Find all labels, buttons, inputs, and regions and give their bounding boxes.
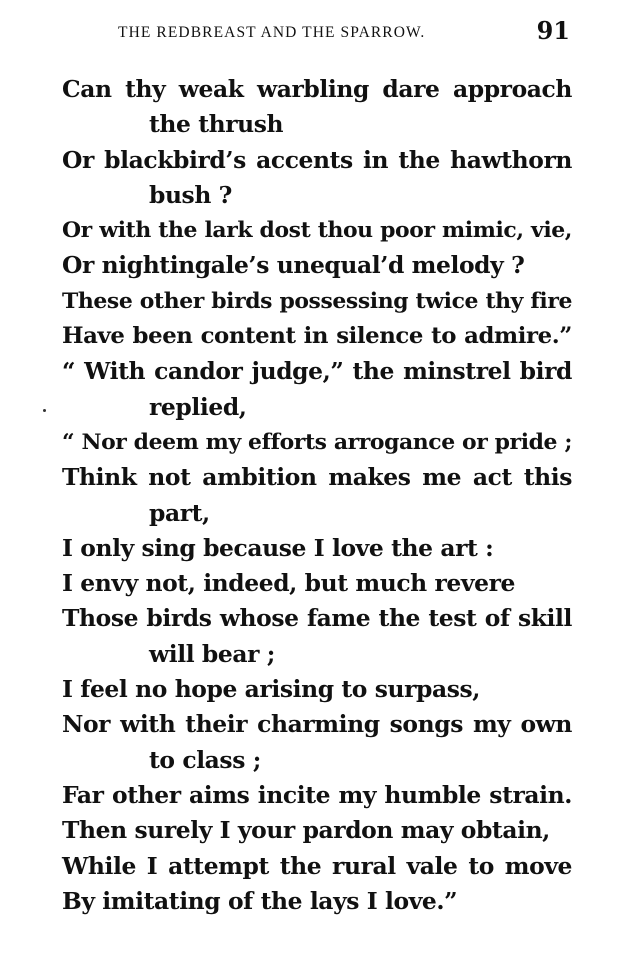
poem-line: These other birds possessing twice thy fire	[62, 287, 572, 314]
running-title: THE REDBREAST AND THE SPARROW.	[118, 24, 426, 41]
running-header	[118, 14, 570, 48]
poem-line: Or blackbird’s accents in the hawthorn	[62, 145, 572, 174]
poem-line: I feel no hope arising to surpass,	[62, 675, 481, 704]
poem-line: I only sing because I love the art :	[62, 533, 494, 562]
poem-line: “ Nor deem my efforts arrogance or pride ;	[62, 428, 572, 455]
poem-line: “ With candor judge,” the minstrel bird	[62, 357, 572, 386]
poem-line-continuation: to class ;	[149, 745, 261, 774]
poem-line-continuation: replied,	[149, 392, 247, 421]
poem-line: Think not ambition makes me act this	[62, 463, 572, 492]
poem-text	[62, 72, 572, 919]
poem-line: Or nightingale’s unequal’d melody ?	[62, 251, 525, 280]
poem-line: I envy not, indeed, but much revere	[62, 569, 515, 598]
poem-line: While I attempt the rural vale to move	[62, 851, 572, 880]
poem-line-continuation: bush ?	[149, 180, 232, 209]
print-speck	[43, 409, 46, 412]
poem-line: Or with the lark dost thou poor mimic, vie,	[62, 217, 572, 244]
poem-line: Those birds whose fame the test of skill	[62, 604, 572, 633]
poem-line: Then surely I your pardon may obtain,	[62, 816, 550, 845]
poem-line: Can thy weak warbling dare approach	[62, 75, 572, 103]
page-number: 91	[536, 16, 570, 45]
poem-line: By imitating of the lays I love.”	[62, 886, 458, 915]
poem-line-continuation: part,	[149, 498, 210, 527]
poem-line: Nor with their charming songs my own	[62, 710, 572, 739]
poem-line: Far other aims incite my humble strain.	[62, 780, 572, 809]
poem-line: Have been content in silence to admire.”	[62, 323, 572, 350]
poem-line-continuation: the thrush	[149, 110, 284, 139]
poem-line-continuation: will bear ;	[149, 639, 276, 668]
